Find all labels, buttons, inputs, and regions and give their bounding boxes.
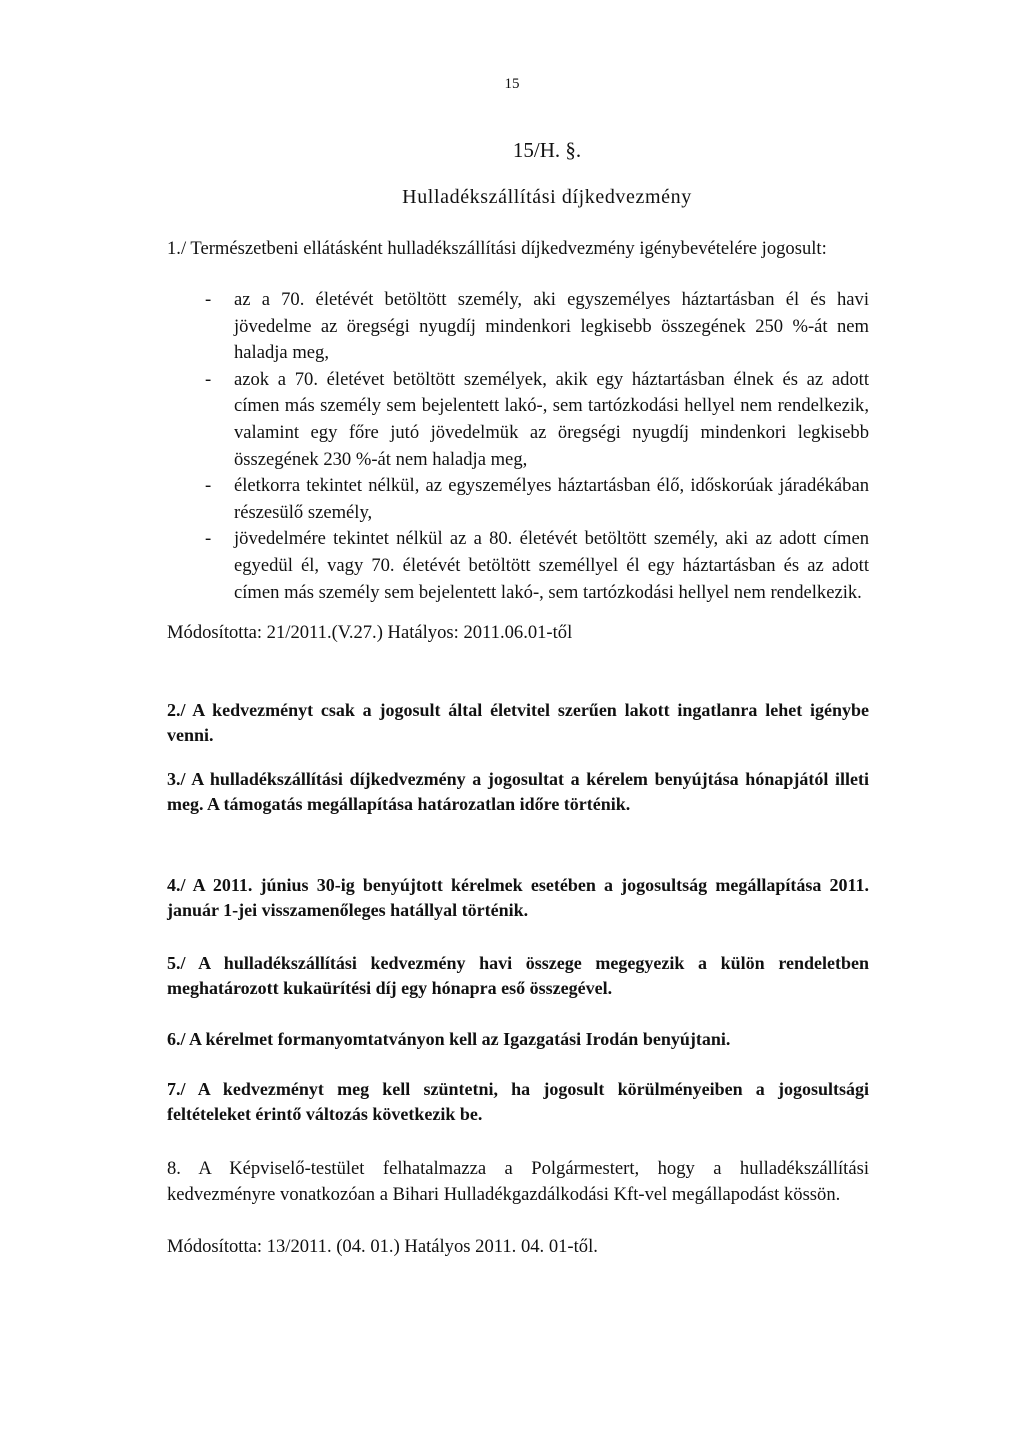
list-item: - életkorra tekintet nélkül, az egyszemélyes háztartásban élő, időskorúak járadékában részesülő személy,	[205, 473, 869, 526]
list-item: - azok a 70. életévet betöltött személyek, akik egy háztartásban élnek és az adott címen más személy sem bejelentett lakó-, sem tartózkodási hellyel nem rendelkezik, valamint egy főre jutó jövedelmük az öregségi nyugdíj mindenkori legkisebb összegének 230 %-át nem haladja meg,	[205, 367, 869, 473]
paragraph-2: 2./ A kedvezményt csak a jogosult által életvitel szerűen lakott ingatlanra lehet igénybe venni.	[167, 700, 869, 745]
paragraph-3: 3./ A hulladékszállítási díjkedvezmény a jogosultat a kérelem benyújtása hónapjától illeti meg. A támogatás megállapítása határozatlan időre történik.	[167, 769, 869, 814]
modification-note-2: Módosította: 13/2011. (04. 01.) Hatályos 2011. 04. 01-től.	[167, 1236, 598, 1257]
paragraph-1-intro: 1./ Természetbeni ellátásként hulladékszállítási díjkedvezmény igénybevételére jogosult:	[167, 238, 827, 259]
section-identifier: 15/H. §.	[512, 138, 582, 162]
list-item: - jövedelmére tekintet nélkül az a 80. életévét betöltött személy, aki az adott címen egyedül él, vagy 70. életévét betöltött személlyel él egy háztartásban és az adott címen más személy sem bejelentett lakó-, sem tartózkodási hellyel nem rendelkezik.	[205, 526, 869, 606]
modification-note-1: Módosította: 21/2011.(V.27.) Hatályos: 2011.06.01-től	[167, 622, 573, 643]
paragraph-4: 4./ A 2011. június 30-ig benyújtott kérelmek esetében a jogosultság megállapítása 2011. január 1-jei visszamenőleges hatállyal történik.	[167, 875, 869, 920]
page-number: 15	[504, 76, 520, 92]
paragraph-5: 5./ A hulladékszállítási kedvezmény havi összege megegyezik a külön rendeletben meghatározott kukaürítési díj egy hónapra eső összegével.	[167, 953, 869, 998]
eligibility-list	[205, 287, 869, 606]
paragraph-6: 6./ A kérelmet formanyomtatványon kell az Igazgatási Irodán benyújtani.	[167, 1029, 731, 1049]
list-item: - az a 70. életévét betöltött személy, aki egyszemélyes háztartásban él és havi jövedelme az öregségi nyugdíj mindenkori legkisebb összegének 250 %-át nem haladja meg,	[205, 287, 869, 367]
paragraph-7: 7./ A kedvezményt meg kell szüntetni, ha jogosult körülményeiben a jogosultsági feltételeket érintő változás következik be.	[167, 1079, 869, 1124]
paragraph-8: 8. A Képviselő-testület felhatalmazza a Polgármestert, hogy a hulladékszállítási kedvezményre vonatkozóan a Bihari Hulladékgazdálkodási Kft-vel megállapodást kössön.	[167, 1158, 869, 1205]
section-heading: Hulladékszállítási díjkedvezmény	[402, 186, 692, 208]
